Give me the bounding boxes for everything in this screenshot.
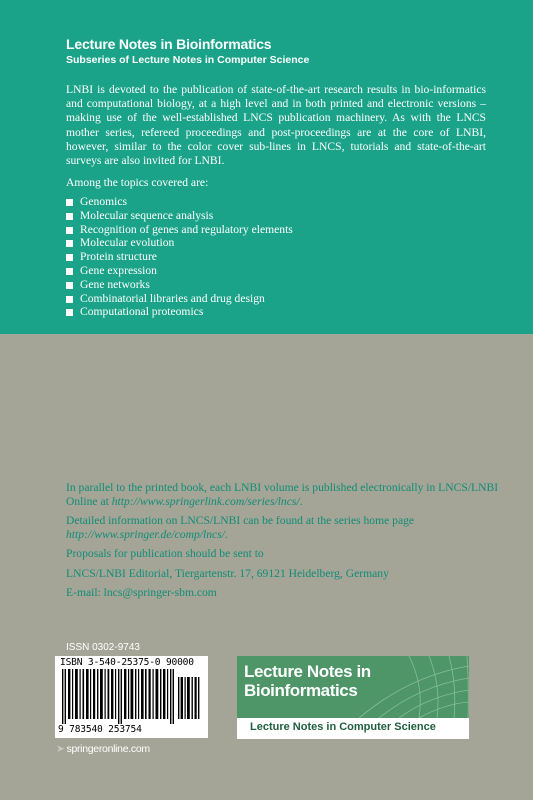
isbn-text: ISBN 3-540-25375-0 90000	[60, 657, 194, 668]
contact-email[interactable]: E-mail: lncs@springer-sbm.com	[66, 586, 217, 599]
series-title: Lecture Notes in Bioinformatics	[66, 36, 272, 52]
logo-title: Lecture Notes in Bioinformatics	[244, 662, 371, 700]
logo-band-text: Lecture Notes in Computer Science	[250, 721, 436, 733]
editorial-address: LNCS/LNBI Editorial, Tiergartenstr. 17, 69121 Heidelberg, Germany	[66, 567, 389, 580]
isbn-barcode	[55, 656, 208, 738]
series-subtitle: Subseries of Lecture Notes in Computer Science	[66, 54, 310, 66]
square-bullet-icon	[66, 296, 73, 303]
square-bullet-icon	[66, 199, 73, 206]
series-logo	[237, 656, 469, 739]
proposals-note: Proposals for publication should be sent to	[66, 547, 264, 560]
logo-band	[237, 718, 469, 739]
topic-item: Computational proteomics	[66, 305, 293, 319]
topics-intro: Among the topics covered are:	[66, 176, 209, 189]
square-bullet-icon	[66, 213, 73, 220]
topic-item: Combinatorial libraries and drug design	[66, 292, 293, 306]
topic-item: Molecular sequence analysis	[66, 209, 293, 223]
square-bullet-icon	[66, 282, 73, 289]
topic-item: Gene networks	[66, 278, 293, 292]
topic-item: Molecular evolution	[66, 236, 293, 250]
series-description-panel	[0, 0, 533, 334]
topic-item: Gene expression	[66, 264, 293, 278]
barcode-number: 9 783540 253754	[58, 724, 142, 735]
series-homepage-note: Detailed information on LNCS/LNBI can be found at the series home page http://www.springer.de/comp/lncs/.	[66, 514, 415, 542]
topic-item: Recognition of genes and regulatory elements	[66, 223, 293, 237]
series-intro-paragraph: LNBI is devoted to the publication of state-of-the-art research results in bio-informatics and computational biology, at a high level and in both printed and electronic versions – making use of the well-established LNCS publication machinery. As with the LNCS mother series, refereed proceedings and post-proceedings are at the core of LNBI, however, similar to the color cover sub-lines in LNCS, tutorials and state-of-the-art surveys are also invited for LNBI.	[66, 83, 486, 168]
square-bullet-icon	[66, 240, 73, 247]
topic-item: Genomics	[66, 195, 293, 209]
series-homepage-url[interactable]: http://www.springer.de/comp/lncs/	[66, 528, 225, 542]
square-bullet-icon	[66, 268, 73, 275]
topic-item: Protein structure	[66, 250, 293, 264]
square-bullet-icon	[66, 227, 73, 234]
online-edition-note: In parallel to the printed book, each LNBI volume is published electronically in LNCS/LNBI Online at http://www.springerlink.com/series/lncs/.	[66, 481, 499, 509]
barcode-icon	[62, 669, 202, 724]
springer-website[interactable]: ➤ springeronline.com	[56, 743, 150, 755]
square-bullet-icon	[66, 309, 73, 316]
arrow-icon: ➤	[56, 743, 65, 755]
springerlink-url[interactable]: http://www.springerlink.com/series/lncs/	[111, 495, 300, 509]
issn-number: ISSN 0302-9743	[66, 642, 140, 653]
square-bullet-icon	[66, 254, 73, 261]
topics-list	[66, 195, 293, 319]
